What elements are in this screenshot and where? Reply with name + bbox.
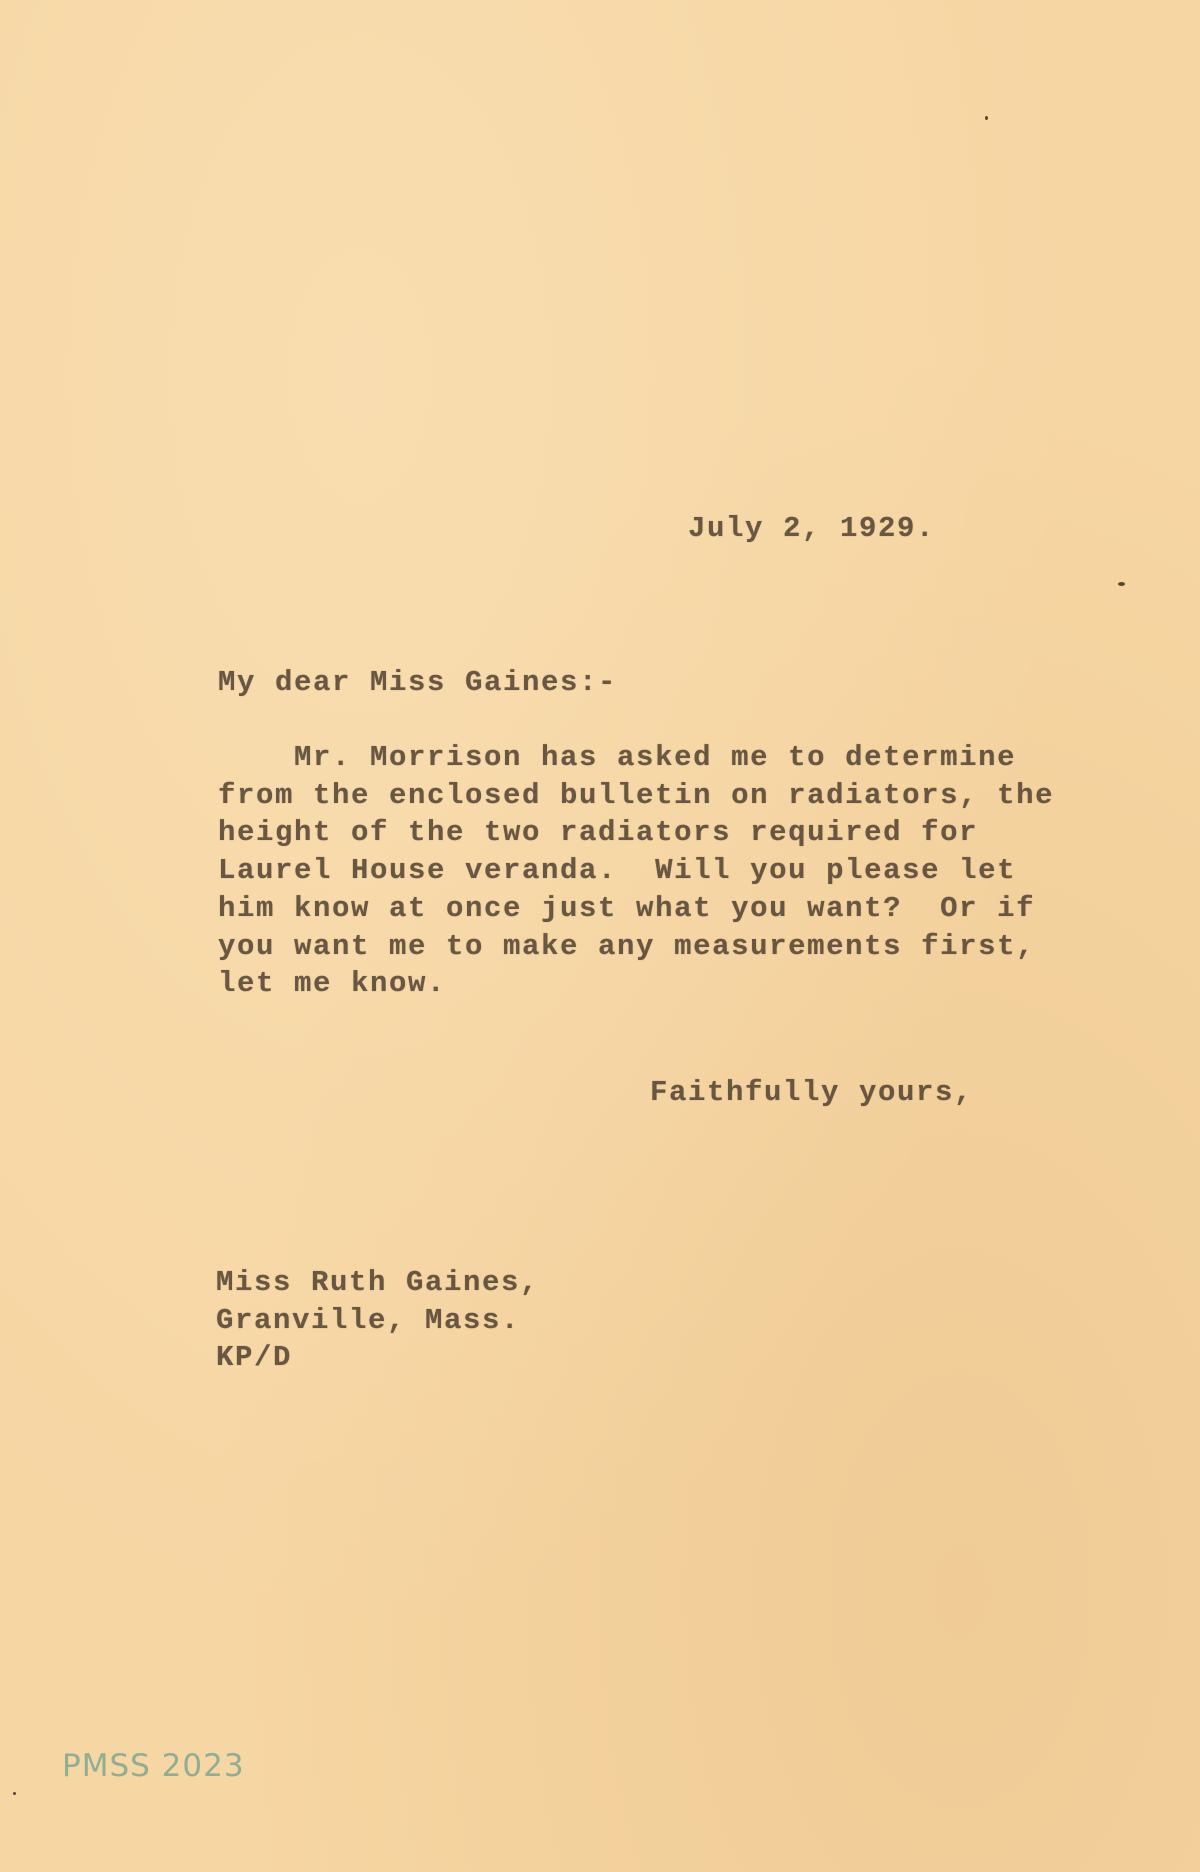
body-line: let me know. [218,967,447,1000]
body-line: from the enclosed bulletin on radiators, the [218,779,1055,812]
body-line: you want me to make any measurements first, [218,930,1036,963]
address-line: KP/D [216,1341,293,1374]
address-line: Granville, Mass. [216,1304,521,1337]
body-line: height of the two radiators required for [218,816,979,849]
closing: Faithfully yours, [650,1076,974,1109]
salutation: My dear Miss Gaines:- [218,666,618,699]
paper-speck [1118,582,1125,586]
paper-speck [985,116,988,120]
body-line: him know at once just what you want? Or if [218,892,1036,925]
archive-watermark: PMSS 2023 [62,1748,245,1784]
letter-date: July 2, 1929. [688,512,936,545]
body-line: Mr. Morrison has asked me to determine [218,741,1017,774]
address-line: Miss Ruth Gaines, [216,1266,540,1299]
paper-speck [13,1792,16,1795]
body-line: Laurel House veranda. Will you please let [218,854,1017,887]
